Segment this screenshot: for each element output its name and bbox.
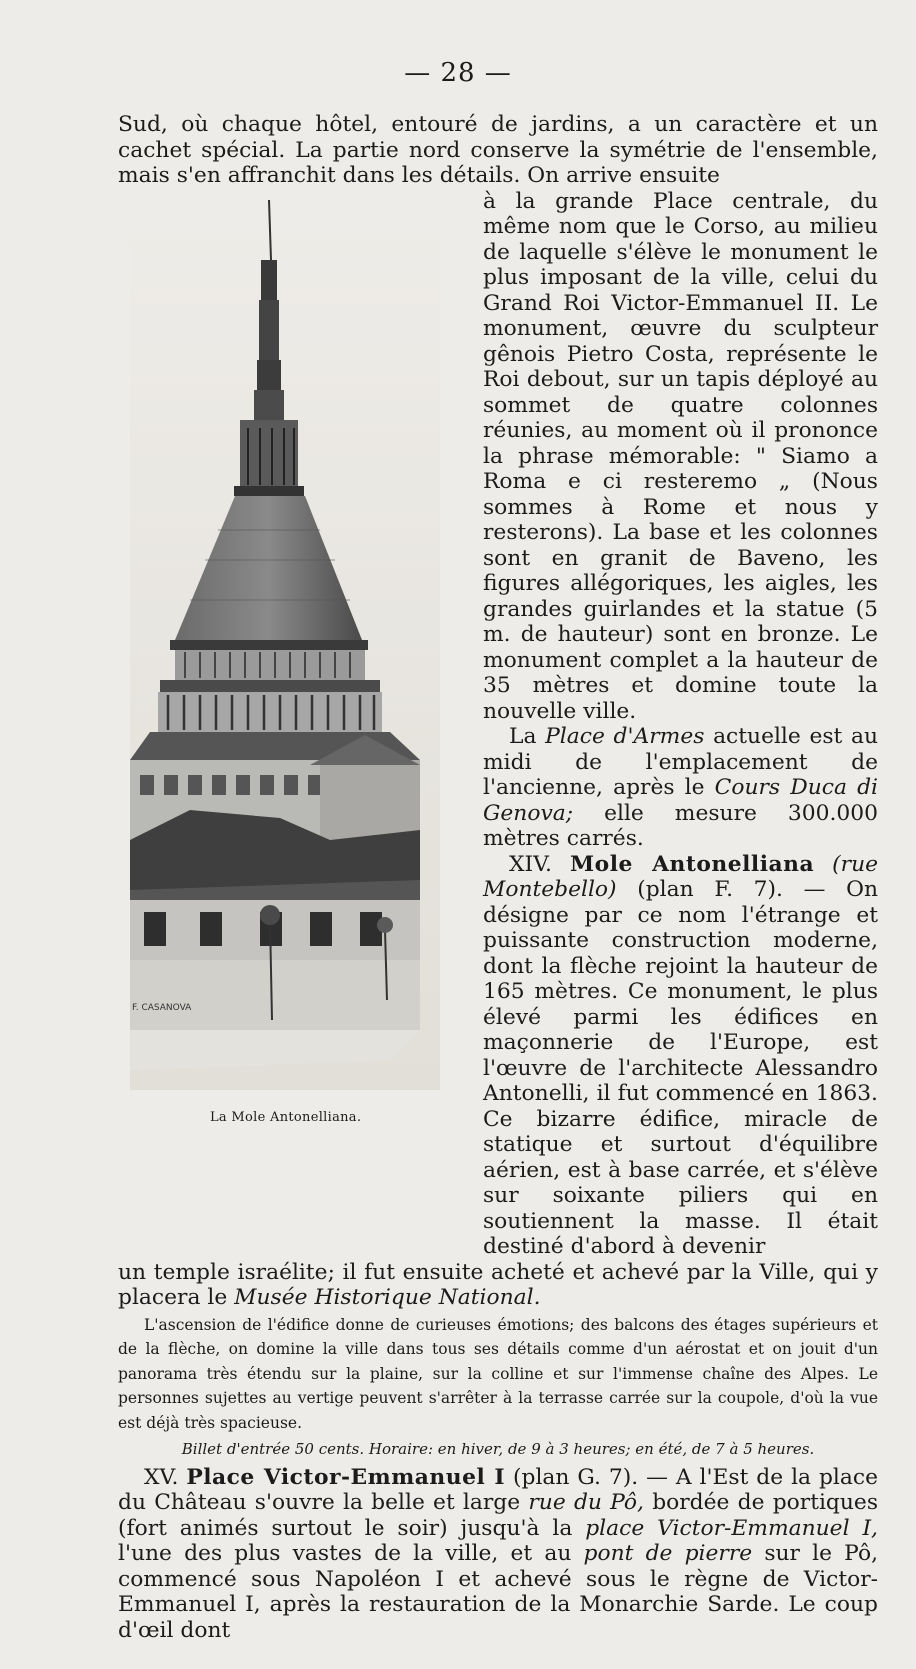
place-victor-title: Place Victor-Emmanuel I bbox=[186, 1464, 506, 1490]
artist-signature: F. CASANOVA bbox=[132, 1003, 192, 1013]
ticket-info: Billet d'entrée 50 cents. Horaire: en hiver, de 9 à 3 heures; en été, de 7 à 5 heures. bbox=[181, 1440, 815, 1458]
continuation-paragraph: un temple israélite; il fut ensuite acheté et achevé par la Ville, qui y placera le Musée Historique National. bbox=[118, 1259, 878, 1310]
intro-paragraph: Sud, où chaque hôtel, entouré de jardins, a un caractère et un cachet spécial. La partie nord conserve la symétrie de l'ensemble, mais s'en affranchit dans les détails. On arrive ensuite bbox=[118, 112, 878, 188]
right-column bbox=[483, 189, 878, 1260]
mole-title: Mole Antonelliana bbox=[570, 851, 815, 877]
ascension-note: L'ascension de l'édifice donne de curieuses émotions; des balcons des étages supérieurs et de la flèche, on domine la ville dans tous ses détails comme d'un aérostat et on jouit d'un panorama très étendu sur la plaine, sur la colline et sur l'immense chaîne des Alpes. Le personnes sujettes au vertige peuvent s'arrêter à la terrasse carrée sur la coupole, d'où la vue est déjà très spacieuse. bbox=[118, 1315, 878, 1432]
place-victor-paragraph: XV. Place Victor-Emmanuel I (plan G. 7). — A l'Est de la place du Château s'ouvre la belle et large rue du Pô, bordée de portiques (fort animés surtout le soir) jusqu'à la place Victor-Emmanuel I, l'une des plus vastes de la ville, et au pont de pierre sur le Pô, commencé sous Napoléon I et achevé sous le règne de Victor-Emmanuel I, après la restauration de la Monarchie Sarde. Le coup d'œil dont bbox=[118, 1464, 879, 1643]
place-armes-paragraph: La Place d'Armes actuelle est au midi de l'emplacement de l'ancienne, après le Cours Duca di Genova; elle mesure 300.000 mètres carrés. bbox=[483, 724, 879, 851]
mole-paragraph: XIV. Mole Antonelliana (rue Montebello) (plan F. 7). — On désigne par ce nom l'étrange et puissante construction moderne, dont la flèche rejoint la hauteur de 165 mètres. Ce monument, le plus élevé parmi les édifices en maçonnerie de l'Europe, est l'œuvre de l'architecte Alessandro Antonelli, il fut commencé en 1863. Ce bizarre édifice, miracle de statique et surtout d'équilibre aérien, est à base carrée, et s'élève sur soixante piliers qui en soutiennent la masse. Il était destiné d'abord à devenir bbox=[483, 851, 879, 1259]
corso-paragraph: à la grande Place centrale, du même nom que le Corso, au milieu de laquelle s'élève le monument le plus imposant de la ville, celui du Grand Roi Victor-Emmanuel II. Le monument, œuvre du sculpteur gênois Pietro Costa, représente le Roi debout, sur un tapis déployé au sommet de quatre colonnes réunies, au moment où il prononce la phrase mémorable: " Siamo a Roma e ci resteremo „ (Nous sommes à Rome et nous y resterons). La base et les colonnes sont en granit de Baveno, les figures allégoriques, les aigles, les grandes guirlandes et la statue (5 m. de hauteur) sont en bronze. Le monument complet a la hauteur de 35 mètres et domine toute la nouvelle ville. bbox=[483, 188, 878, 724]
page-number: — 28 — bbox=[404, 58, 512, 88]
main-text bbox=[118, 112, 878, 1643]
figure-caption: La Mole Antonelliana. bbox=[210, 1110, 362, 1125]
